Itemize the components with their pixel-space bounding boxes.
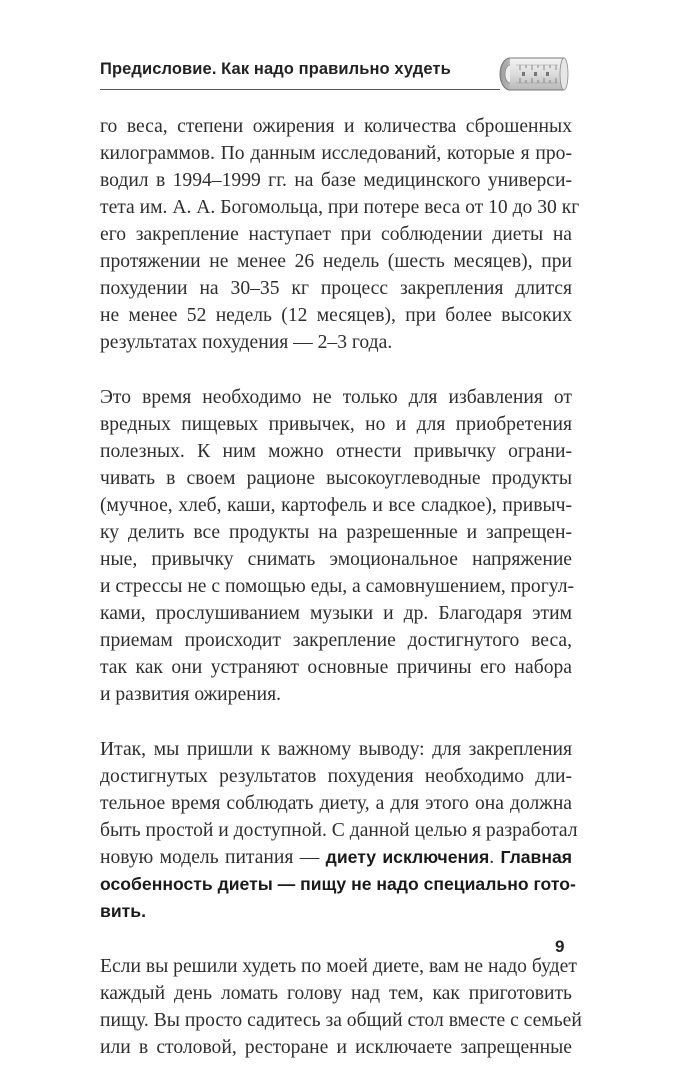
- text-line: и развития ожирения.: [100, 684, 282, 705]
- bold-text-line: особенность диеты — пищу не надо специально гото-: [100, 874, 576, 894]
- text-line: ные, привычку снимать эмоциональное напряжение: [100, 549, 572, 570]
- text-line: результатах похудения — 2–3 года.: [100, 332, 393, 353]
- text-line: вредных пищевых привычек, но и для приобретения: [100, 414, 572, 435]
- text-line: так как они устраняют основные причины его набора: [100, 657, 572, 678]
- body-text: [100, 113, 582, 1089]
- paragraph-2: [100, 384, 572, 708]
- text-line: ками, прослушиванием музыки и др. Благодаря этим: [100, 603, 572, 624]
- text-line: пищу. Вы просто садитесь за общий стол вместе с семьей: [100, 1010, 582, 1031]
- text-line: каждый день ломать голову над тем, как приготовить: [100, 983, 572, 1004]
- text-line: приемам происходит закрепление достигнутого веса,: [100, 630, 572, 651]
- text-line: Если вы решили худеть по моей диете, вам не надо будет: [100, 956, 577, 977]
- bold-term-diet-exclusion: диету исключения: [325, 847, 490, 867]
- text-line: килограммов. По данным исследований, которые я про-: [100, 143, 572, 164]
- bold-text-line: вить.: [100, 901, 146, 921]
- text-line: Итак, мы пришли к важному выводу: для закрепления: [100, 739, 572, 760]
- text-line: и стрессы не с помощью еды, а самовнушением, прогул-: [100, 576, 574, 597]
- text-line: чивать в своем рационе высокоуглеводные продукты: [100, 468, 572, 489]
- text-line: тета им. А. А. Богомольца, при потере веса от 10 до 30 кг: [100, 197, 580, 218]
- text-line: достигнутых результатов похудения необходимо дли-: [100, 766, 572, 787]
- paragraph-3: [100, 736, 578, 925]
- text-line: или в столовой, ресторане и исключаете запрещенные: [100, 1037, 572, 1058]
- text-line: ку делить все продукты на разрешенные и запрещен-: [100, 522, 572, 543]
- running-header: [100, 58, 580, 98]
- text-line: похудении на 30–35 кг процесс закрепления длится: [100, 278, 572, 299]
- text-line-mixed: [100, 844, 572, 871]
- header-divider: [100, 89, 500, 90]
- page-number: 9: [555, 937, 565, 956]
- text-line: протяжении не менее 26 недель (шесть месяцев), при: [100, 251, 572, 272]
- paragraph-1: [100, 113, 580, 356]
- paragraph-4: [100, 953, 582, 1061]
- text-line: го веса, степени ожирения и количества сброшенных: [100, 116, 572, 137]
- text-line: его закрепление наступает при соблюдении диеты на: [100, 224, 572, 245]
- text-line: (мучное, хлеб, каши, картофель и все сладкое), привыч-: [100, 495, 572, 516]
- text-line: водил в 1994–1999 гг. на базе медицинского универси-: [100, 170, 572, 191]
- text-run: .: [489, 847, 501, 868]
- measuring-tape-icon: [498, 50, 570, 94]
- text-line: полезных. К ним можно отнести привычку ограни-: [100, 441, 572, 462]
- text-line: Это время необходимо не только для избавления от: [100, 387, 572, 408]
- text-line: тельное время соблюдать диету, а для этого она должна: [100, 793, 572, 814]
- text-line: не менее 52 недель (12 месяцев), при более высоких: [100, 305, 572, 326]
- text-run: новую модель питания —: [100, 847, 326, 868]
- bold-text-run: Главная: [500, 847, 573, 867]
- header-title: Предисловие. Как надо правильно худеть: [100, 60, 451, 78]
- text-line: быть простой и доступной. С данной целью я разработал: [100, 820, 578, 841]
